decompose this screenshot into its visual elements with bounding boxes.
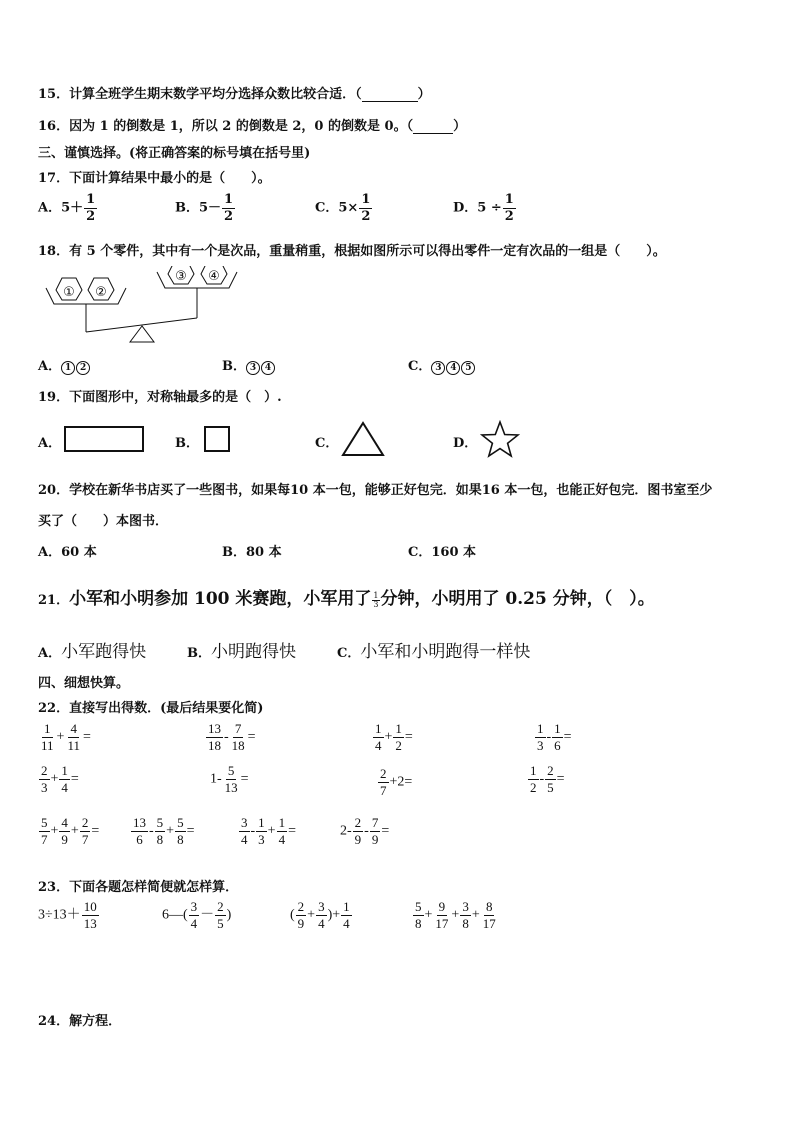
question-16: 16．因为 1 的倒数是 1，所以 2 的倒数是 2，0 的倒数是 0。（ ） bbox=[38, 119, 467, 134]
question-21-stem: 21．小军和小明参加 100 米赛跑，小军用了 $\frac{1}{3}$ 分钟，小明用了 0.25 分钟，（ ）。 bbox=[38, 589, 655, 609]
exercise-22-10: $\frac{13}{6}$ - $\frac{5}{8}$ + $\frac{5}{8}$ = bbox=[133, 815, 195, 847]
exercise-22-2: $\frac{13}{18}$ - $\frac{7}{18}$ = bbox=[208, 721, 256, 753]
exercise-22-7: $\frac{2}{7}$ +2= bbox=[380, 766, 413, 798]
question-15: 15．计算全班学生期末数学平均分选择众数比较合适．（ ） bbox=[38, 87, 431, 102]
rectangle-shape bbox=[64, 426, 144, 452]
right-part-4: ④ bbox=[208, 269, 220, 284]
exercise-22-1: $\frac{1}{11}$ + $\frac{4}{11}$ = bbox=[41, 721, 91, 753]
question-24-stem: 24．解方程． bbox=[38, 1014, 122, 1029]
right-part-3: ③ bbox=[175, 269, 187, 284]
question-20-line2: 买了（ ）本图书． bbox=[38, 514, 169, 529]
answer-blank-16[interactable] bbox=[413, 133, 453, 134]
q20-option-b[interactable]: B．80 本 bbox=[222, 545, 282, 560]
question-15-text: 15．计算全班学生期末数学平均分选择众数比较合适．（ bbox=[38, 87, 362, 102]
q18-option-c[interactable]: C． 3 4 5 bbox=[408, 355, 476, 375]
q21-option-c[interactable]: C．小军和小明跑得一样快 bbox=[337, 642, 531, 662]
question-19-stem: 19．下面图形中，对称轴最多的是（ ）. bbox=[38, 390, 282, 405]
square-shape bbox=[204, 426, 230, 452]
q19-option-a[interactable]: A． bbox=[38, 436, 62, 451]
exercise-22-3: $\frac{1}{4}$ + $\frac{1}{2}$ = bbox=[375, 721, 413, 753]
q18-option-a[interactable]: A． 1 2 bbox=[38, 355, 91, 375]
q19-option-b[interactable]: B． bbox=[175, 436, 199, 451]
section-4-heading: 四、细想快算。 bbox=[38, 676, 130, 691]
q19-option-c[interactable]: C． bbox=[315, 436, 339, 451]
q20-option-a[interactable]: A．60 本 bbox=[38, 545, 97, 560]
q17-option-a[interactable]: A．5＋ $\frac{1}{2}$ bbox=[38, 192, 96, 224]
left-part-2: ② bbox=[95, 285, 107, 300]
exercise-23-4: $\frac{5}{8}$ + $\frac{9}{17}$ + $\frac{3}{8}$ + $\frac{8}{17}$ bbox=[415, 899, 496, 931]
exercise-22-11: $\frac{3}{4}$ - $\frac{1}{3}$ + $\frac{1}{4}$ = bbox=[241, 815, 296, 847]
q17-option-b[interactable]: B．5－ $\frac{1}{2}$ bbox=[175, 192, 234, 224]
exercise-22-8: $\frac{1}{2}$ - $\frac{2}{5}$ = bbox=[530, 763, 565, 795]
exercise-22-6: 1- $\frac{5}{13}$ = bbox=[210, 763, 249, 795]
exercise-22-12: 2- $\frac{2}{9}$ - $\frac{7}{9}$ = bbox=[340, 815, 390, 847]
q19-option-d[interactable]: D． bbox=[453, 436, 478, 451]
question-23-stem: 23．下面各题怎样简便就怎样算． bbox=[38, 880, 239, 895]
balance-scale-figure bbox=[42, 266, 242, 344]
exercise-22-9: $\frac{5}{7}$ + $\frac{4}{9}$ + $\frac{2}{7}$ = bbox=[41, 815, 100, 847]
q18-option-b[interactable]: B． 3 4 bbox=[222, 355, 276, 375]
exercise-22-4: $\frac{1}{3}$ - $\frac{1}{6}$ = bbox=[537, 721, 572, 753]
q17-option-c[interactable]: C．5× $\frac{1}{2}$ bbox=[315, 192, 371, 224]
question-17-stem: 17．下面计算结果中最小的是（ ）。 bbox=[38, 171, 271, 186]
question-18-stem: 18．有 5 个零件，其中有一个是次品，重量稍重，根据如图所示可以得出零件一定有次品的一组是（ ）。 bbox=[38, 244, 666, 259]
q20-option-c[interactable]: C．160 本 bbox=[408, 545, 477, 560]
q21-option-b[interactable]: B．小明跑得快 bbox=[187, 642, 296, 662]
exercise-23-3: ( $\frac{2}{9}$ + $\frac{3}{4}$ )+ $\frac{1}{4}$ bbox=[290, 899, 350, 931]
star-shape bbox=[480, 420, 520, 458]
question-20-line1: 20．学校在新华书店买了一些图书，如果每10 本一包，能够正好包完．如果16 本一包，也能正好包完．图书室至少 bbox=[38, 483, 713, 498]
exercise-22-5: $\frac{2}{3}$ + $\frac{1}{4}$ = bbox=[41, 763, 79, 795]
triangle-shape bbox=[340, 420, 386, 458]
exercise-23-2: 6—( $\frac{3}{4}$ － $\frac{2}{5}$ ) bbox=[162, 899, 232, 931]
section-3-heading: 三、谨慎选择。(将正确答案的标号填在括号里) bbox=[38, 146, 311, 161]
q21-option-a[interactable]: A．小军跑得快 bbox=[38, 642, 147, 662]
question-16-text: 16．因为 1 的倒数是 1，所以 2 的倒数是 2，0 的倒数是 0。（ bbox=[38, 119, 414, 134]
left-part-1: ① bbox=[63, 285, 75, 300]
q17-option-d[interactable]: D．5 ÷ $\frac{1}{2}$ bbox=[453, 192, 514, 224]
exercise-23-1: 3÷13＋ $\frac{10}{13}$ bbox=[38, 899, 97, 931]
answer-blank-15[interactable] bbox=[362, 101, 418, 102]
question-22-stem: 22．直接写出得数．(最后结果要化简) bbox=[38, 701, 264, 716]
